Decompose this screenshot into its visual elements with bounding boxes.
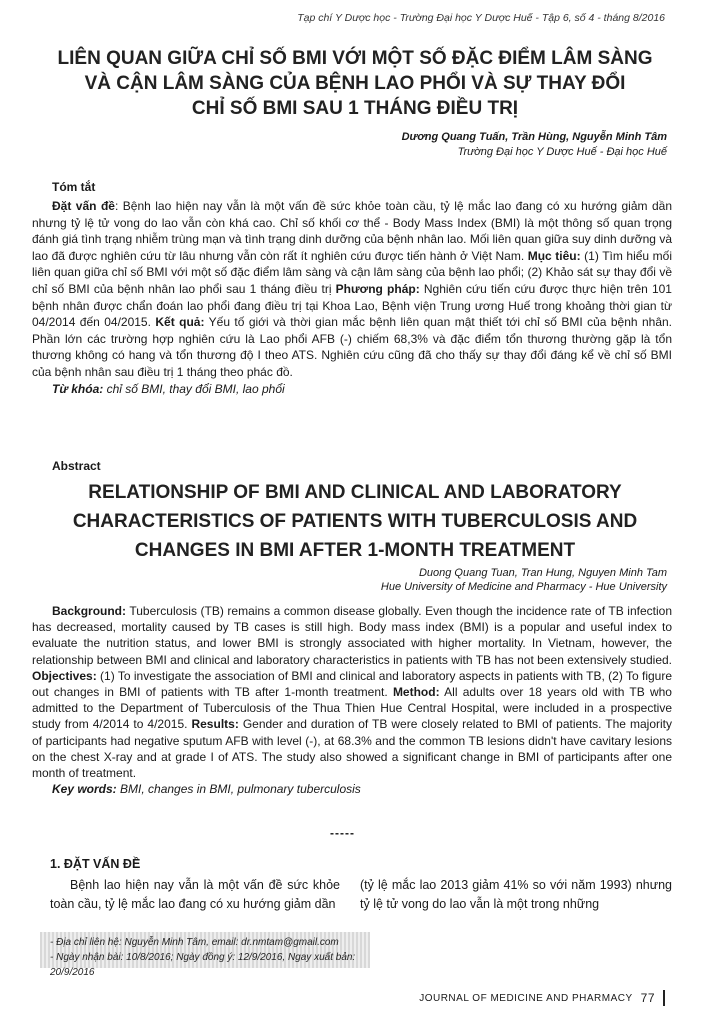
en-results-text: Gender and duration of TB were closely related to BMI of patients. The majority of participants had negative sputum AFB with level (-), at 68.3% and the common TB lesions didn't have cavitary lesions on the chest X-ray and at grade I of ATS. The study also showed a significant change in BMI of participants after one month of treatment. <box>32 717 672 781</box>
vi-title-line: LIÊN QUAN GIỮA CHỈ SỐ BMI VỚI MỘT SỐ ĐẶC ĐIỂM LÂM SÀNG <box>57 48 653 69</box>
en-author-block <box>167 566 667 594</box>
en-abstract <box>32 603 672 797</box>
footer-rule <box>663 990 665 1006</box>
en-title-line: RELATIONSHIP OF BMI AND CLINICAL AND LABORATORY <box>88 482 622 503</box>
footnote-dates: - Ngày nhận bài: 10/8/2016; Ngày đồng ý: 12/9/2016, Ngay xuất bản: 20/9/2016 <box>50 952 356 978</box>
intro-right-column <box>360 876 672 914</box>
en-title-line: CHARACTERISTICS OF PATIENTS WITH TUBERCULOSIS AND <box>72 511 638 532</box>
vi-keywords-label: Từ khóa: <box>52 381 104 396</box>
en-bg-label: Background: <box>52 604 127 618</box>
en-method-text: All adults over 18 years old with TB who admitted to the Department of Tuberculosis of the Thua Thien Hue Central Hospital, were included in a prospective study from 4/2014 to 4/2015. <box>32 685 672 732</box>
intro-left-column <box>50 876 340 914</box>
en-keywords-label: Key words: <box>52 782 117 797</box>
vi-bg-label: Đặt vấn đề <box>52 199 115 213</box>
vi-results-label: Kết quả: <box>155 315 205 330</box>
intro-left-text: Bệnh lao hiện nay vẫn là một vấn đề sức khỏe toàn cầu, tỷ lệ mắc lao đang có xu hướng giảm dần <box>50 878 340 911</box>
contact-footnote <box>40 932 370 978</box>
en-obj-label: Objectives: <box>32 668 97 683</box>
vi-affiliation: Trường Đại học Y Dược Huế - Đại học Huế <box>457 146 667 158</box>
vi-keywords-text: chỉ số BMI, thay đổi BMI, lao phổi <box>103 381 285 396</box>
vi-obj-text: (1) Tìm hiểu mối liên quan giữa chỉ số BMI với một số đặc điểm lâm sàng và cận lâm sàng của bệnh lao phổi; (2) Khảo sát sự thay đổi về chỉ số BMI của bệnh nhân lao phổi sau 1 tháng điều trị <box>32 248 672 296</box>
page-number: 77 <box>640 991 655 1005</box>
en-keywords-text: BMI, changes in BMI, pulmonary tuberculosis <box>116 782 361 797</box>
intro-right-text: (tỷ lệ mắc lao 2013 giảm 41% so với năm 1993) nhưng tỷ lệ tử vong do lao vẫn là một trong những <box>360 878 672 911</box>
en-obj-text: (1) To investigate the association of BMI and clinical and laboratory aspects in patients with TB, (2) To figure out changes in BMI of patients with TB after 1-month treatment. <box>32 668 672 700</box>
english-title <box>40 478 670 565</box>
abstract-heading: Abstract <box>52 459 101 473</box>
en-affiliation: Hue University of Medicine and Pharmacy - Hue University <box>380 581 667 593</box>
vi-abstract <box>32 198 672 397</box>
en-bg-text: Tuberculosis (TB) remains a common disease globally. Even though the incidence rate of TB infection has decreased, mortality caused by TB cases is still high. Body mass index (BMI) is a popular and useful index to evaluate the nutrition status, and lower BMI is strongly associated with higher mortality. In Vietnam, however, the relationship between BMI and clinical and laboratory characteristics in patients with TB has not been extensively studied. <box>32 604 672 667</box>
footnote-contact: - Địa chỉ liên hệ: Nguyễn Minh Tâm, email: dr.nmtam@gmail.com <box>50 937 339 948</box>
en-keywords <box>32 781 672 797</box>
intro-heading: 1. ĐẶT VẤN ĐỀ <box>50 857 141 871</box>
en-title-line: CHANGES IN BMI AFTER 1-MONTH TREATMENT <box>134 540 576 561</box>
running-head: Tạp chí Y Dược học - Trường Đại học Y Dược Huế - Tập 6, số 4 - tháng 8/2016 <box>297 12 665 24</box>
vi-method-text: Nghiên cứu tiến cứu được thực hiện trên 101 bệnh nhân được chẩn đoán lao phổi đang điều trị tại Khoa Lao, Bệnh viện Trung ương Huế trong khoảng thời gian từ 04/2014 đến 04/2015. <box>32 281 672 330</box>
vi-title-line: VÀ CẬN LÂM SÀNG CỦA BỆNH LAO PHỔI VÀ SỰ THAY ĐỔI <box>84 73 626 94</box>
vi-authors: Dương Quang Tuấn, Trần Hùng, Nguyễn Minh Tâm <box>401 131 667 143</box>
en-method-label: Method: <box>392 685 440 700</box>
vi-title-line: CHỈ SỐ BMI SAU 1 THÁNG ĐIỀU TRỊ <box>191 98 519 119</box>
vi-bg-text: : Bệnh lao hiện nay vẫn là một vấn đề sức khỏe toàn cầu, tỷ lệ mắc lao đang có xu hướng giảm dần nhưng tỷ lệ tử vong do lao vẫn còn khá cao. Chỉ số khối cơ thể - Body Mass Index (BMI) là một thông số quan trọng đánh giá tình trạng nhiễm trùng mạn và tình trạng dinh dưỡng của bệnh nhân lao. Mối liên quan giữa suy dinh dưỡng và lao đã được nghiên cứu từ lâu nhưng vẫn còn rất ít nghiên cứu được tiến hành ở Việt Nam. <box>32 199 672 263</box>
vi-obj-label: Mục tiêu: <box>527 248 581 263</box>
vi-keywords <box>32 381 672 398</box>
vi-method-label: Phương pháp: <box>335 281 420 296</box>
vi-results-text: Yếu tố giới và thời gian mắc bệnh liên quan mật thiết tới chỉ số BMI của bệnh nhân. Phần lớn các trường hợp nghiên cứu là Lao phổi AFB (-) chiếm 68,3% và đặc điểm tổn thương thường gặp là tổn thương không có hang và tổn thương độ I theo ATS. Nghiên cứu cũng đã cho thấy sự thay đổi đáng kể về chỉ số BMI của bệnh nhân sau điều trị 1 tháng theo phác đồ. <box>32 315 672 379</box>
section-separator: ----- <box>330 826 355 840</box>
en-results-label: Results: <box>191 717 239 732</box>
page-footer <box>419 990 665 1006</box>
en-authors: Duong Quang Tuan, Tran Hung, Nguyen Minh Tam <box>418 567 667 579</box>
vi-author-block <box>167 130 667 160</box>
vietnamese-title <box>30 46 680 121</box>
journal-name: JOURNAL OF MEDICINE AND PHARMACY <box>419 992 633 1004</box>
summary-heading: Tóm tắt <box>52 180 96 194</box>
